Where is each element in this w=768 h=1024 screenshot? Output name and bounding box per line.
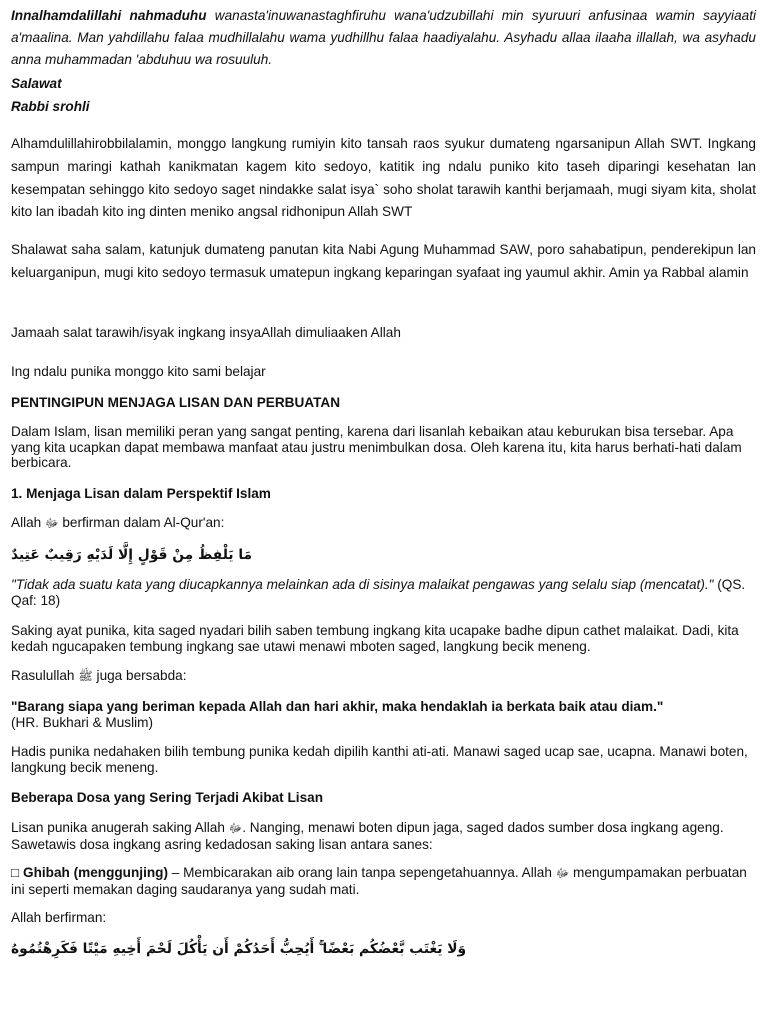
saking-ayat-paragraph: Saking ayat punika, kita saged nyadari bilih saben tembung ingkang kita ucapake badhe dipun cathet malaikat. Dadi, kita kedah ngucapaken tembung ingkang sae utawi menawi mboten saged, langkung becik meneng. <box>11 623 739 654</box>
translation-paragraph <box>11 577 756 608</box>
shalawat-paragraph: Shalawat saha salam, katunjuk dumateng panutan kita Nabi Agung Muhammad SAW, poro sahabatipun, penderekipun lan keluarganipun, mugi kito sedoyo termasuk umatepun ingkang keparingan syafaat ing yaumul akhir. Amin ya Rabbal alamin <box>11 242 756 280</box>
checkbox-glyph-icon: □ <box>11 865 20 880</box>
hamdalah-paragraph: Alhamdulillahirobbilalamin, monggo langkung rumiyin kito tansah raos syukur dumateng ngarsanipun Allah SWT. Ingkang sampun maringi kathah kanikmatan kagem kito sedoyo, katitik ing ndalu puniko kito taseh diparingi kesehatan lan kesempatan sehinggo kito sedoyo saget nindakke salat isya` soho sholat tarawih kanthi berjamaah, mugi siyam kita, sholat kito lan ibadah kito ing dinten meniko angsal ridhonipun Allah SWT <box>11 136 756 220</box>
article-title: PENTINGIPUN MENJAGA LISAN DAN PERBUATAN <box>11 395 341 410</box>
opening-paragraph <box>11 5 756 72</box>
salawat-label: Salawat <box>11 76 62 91</box>
rabbi-label: Rabbi srohli <box>11 99 90 114</box>
ayat-qaf: مَا يَلْفِظُ مِنْ قَوْلٍ إِلَّا لَدَيْهِ رَقِيبٌ عَتِيدٌ <box>11 547 253 563</box>
translation-quote: "Tidak ada suatu kata yang diucapkannya melainkan ada di sisinya malaikat pengawas yang selalu siap (mencatat)." <box>11 577 714 592</box>
rasulullah-line: Rasulullah ﷺ juga bersabda: <box>11 668 187 683</box>
intro-paragraph: Dalam Islam, lisan memiliki peran yang sangat penting, karena dari lisanlah kebaikan atau keburukan bisa tersebar. Apa yang kita ucapkan dapat membawa manfaat atau justru menimbulkan dosa. Oleh karena itu, kita harus berhati-hati dalam berbicara. <box>11 424 742 470</box>
ghibah-term: Ghibah (menggunjing) <box>23 865 168 880</box>
section1-heading: 1. Menjaga Lisan dalam Perspektif Islam <box>11 486 271 501</box>
jamaah-line: Jamaah salat tarawih/isyak ingkang insyaAllah dimuliaaken Allah <box>11 325 401 340</box>
saw-ligature-icon: ﷺ <box>78 669 93 683</box>
hadis-explanation: Hadis punika nedahaken bilih tembung punika kedah dipilih kanthi ati-ati. Manawi saged ucap sae, ucapna. Manawi boten, langkung becik meneng. <box>11 744 748 775</box>
dosa-heading: Beberapa Dosa yang Sering Terjadi Akibat Lisan <box>11 790 323 805</box>
translation-reference: (QS. Qaf: 18) <box>11 577 746 608</box>
ghibah-item: □ Ghibah (menggunjing) – Membicarakan aib orang lain tanpa sepengetahuannya. Allah ﷻ mengumpamakan perbuatan ini seperti memakan daging saudaranya yang sudah mati. <box>11 865 747 897</box>
allah-ligature-icon: ﷻ <box>45 516 59 530</box>
opening-lead: Innalhamdalillahi nahmaduhu <box>11 8 207 23</box>
allah-berfirman-line: Allah berfirman: <box>11 910 107 925</box>
allah-ligature-icon: ﷻ <box>555 866 570 880</box>
ndalu-line: Ing ndalu punika monggo kito sami belajar <box>11 364 266 379</box>
opening-text: wanasta'inuwanastaghfiruhu wana'udzubillahi min syuruuri anfusinaa wamin sayyiaati a'maalina. Man yahdillahu falaa mudhillalahu wama yudhillhu falaa haadiyalahu. Asyhadu allaa ilaaha illallah, wa asyhadu anna muhammadan 'abduhuu wa rosuuluh. <box>11 8 756 68</box>
allah-firman-line: Allah ﷻ berfirman dalam Al-Qur'an: <box>11 515 225 530</box>
allah-ligature-icon: ﷻ <box>228 821 243 835</box>
ayat-hujurat: وَلَا يَغْتَب بَّعْضُكُم بَعْضًا ۚ أَيُحِبُّ أَحَدُكُمْ أَن يَأْكُلَ لَحْمَ أَخِيهِ مَيْتًا فَكَرِهْتُمُوهُ <box>11 941 467 957</box>
hadith-paragraph <box>11 699 756 730</box>
hadith-reference: (HR. Bukhari & Muslim) <box>11 714 153 730</box>
lisan-paragraph: Lisan punika anugerah saking Allah ﷻ. Nanging, menawi boten dipun jaga, saged dados sumber dosa ingkang ageng. Sawetawis dosa ingkang asring kedadosan saking lisan antara sanes: <box>11 820 724 852</box>
hadith-quote: "Barang siapa yang beriman kepada Allah dan hari akhir, maka hendaklah ia berkata baik atau diam." <box>11 699 664 714</box>
